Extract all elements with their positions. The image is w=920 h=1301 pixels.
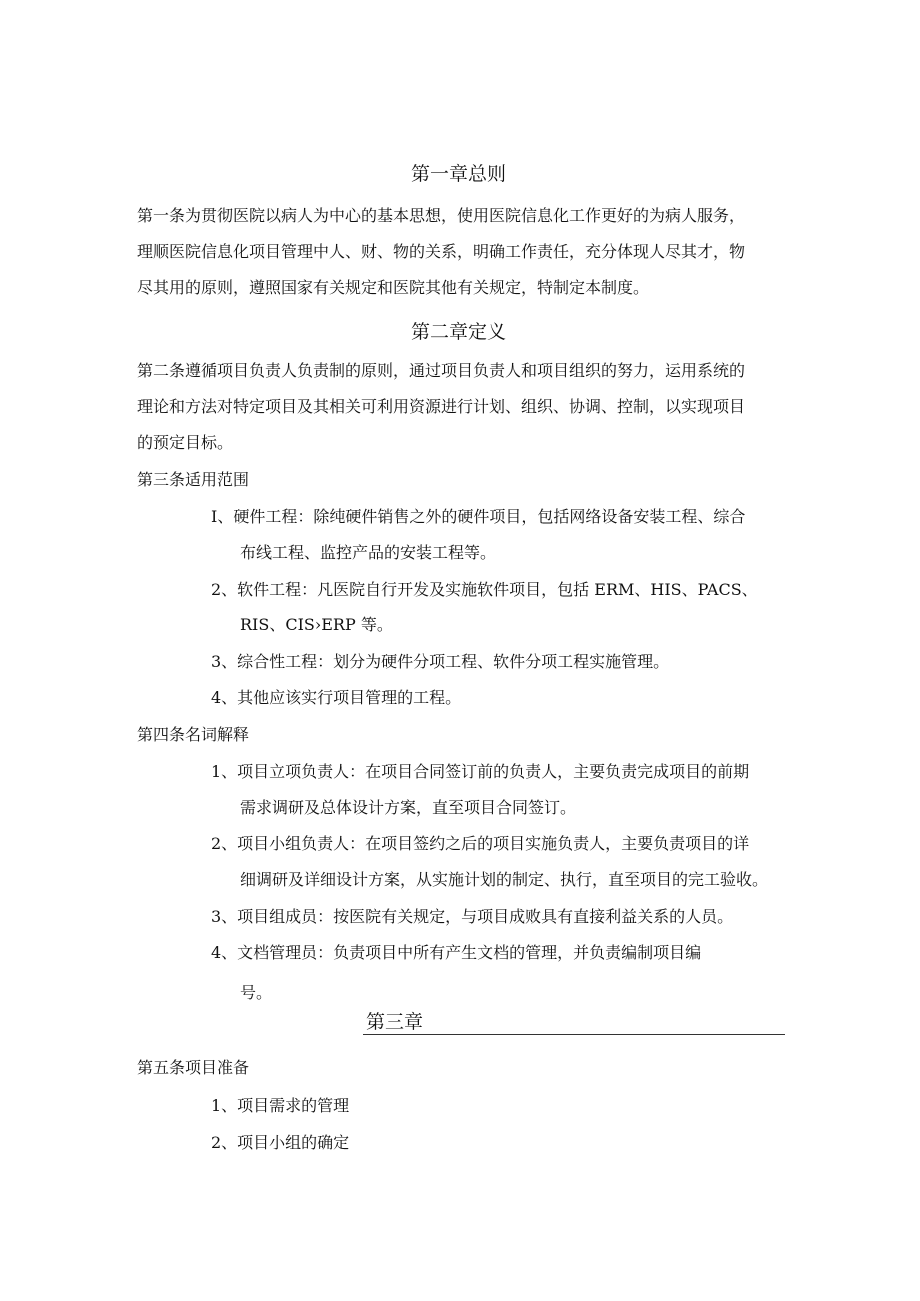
chapter1-title: 第一章总则 <box>411 163 507 185</box>
article4-item3: 3、项目组成员：按医院有关规定，与项目成败具有直接利益关系的人员。 <box>211 907 734 926</box>
article3-item4: 4、其他应该实行项目管理的工程。 <box>211 688 462 707</box>
article1-line1: 第一条为贯彻医院以病人为中心的基本思想，使用医院信息化工作更好的为病人服务， <box>137 206 746 225</box>
chapter3-rule <box>363 1034 785 1035</box>
article4-item1-line2: 需求调研及总体设计方案，直至项目合同签订。 <box>240 798 577 817</box>
article5-heading: 第五条项目准备 <box>137 1058 250 1077</box>
article1-line3: 尽其用的原则，遵照国家有关规定和医院其他有关规定，特制定本制度。 <box>137 278 650 297</box>
article3-item3: 3、综合性工程：划分为硬件分项工程、软件分项工程实施管理。 <box>211 652 670 671</box>
article4-item4-line2: 号。 <box>240 983 273 1002</box>
article4-item1-line1: 1、项目立项负责人：在项目合同签订前的负责人，主要负责完成项目的前期 <box>211 762 750 781</box>
article3-item1-line1: I、硬件工程：除纯硬件销售之外的硬件项目，包括网络设备安装工程、综合 <box>211 507 746 526</box>
chapter2-title: 第二章定义 <box>411 321 507 343</box>
article4-item4-line1: 4、文档管理员：负责项目中所有产生文档的管理，并负责编制项目编 <box>211 943 702 962</box>
article3-item1-line2: 布线工程、监控产品的安装工程等。 <box>240 543 497 562</box>
article1-line2: 理顺医院信息化项目管理中人、财、物的关系，明确工作责任，充分体现人尽其才，物 <box>137 242 746 261</box>
article4-heading: 第四条名词解释 <box>137 725 250 744</box>
article5-item1: 1、项目需求的管理 <box>211 1096 350 1115</box>
article2-line1: 第二条遵循项目负责人负责制的原则，通过项目负责人和项目组织的努力，运用系统的 <box>137 361 746 380</box>
article4-item2-line2: 细调研及详细设计方案，从实施计划的制定、执行，直至项目的完工验收。 <box>240 870 769 889</box>
chapter3-title: 第三章 <box>366 1011 424 1033</box>
article3-item2-line1: 2、软件工程：凡医院自行开发及实施软件项目，包括 ERM、HIS、PACS、 <box>211 580 758 599</box>
article4-item2-line1: 2、项目小组负责人：在项目签约之后的项目实施负责人，主要负责项目的详 <box>211 834 750 853</box>
article2-line2: 理论和方法对特定项目及其相关可利用资源进行计划、组织、协调、控制，以实现项目 <box>137 397 746 416</box>
article2-line3: 的预定目标。 <box>137 433 234 452</box>
article3-item2-line2: RIS、CIS›ERP 等。 <box>240 615 393 634</box>
article3-heading: 第三条适用范围 <box>137 470 250 489</box>
article5-item2: 2、项目小组的确定 <box>211 1133 350 1152</box>
